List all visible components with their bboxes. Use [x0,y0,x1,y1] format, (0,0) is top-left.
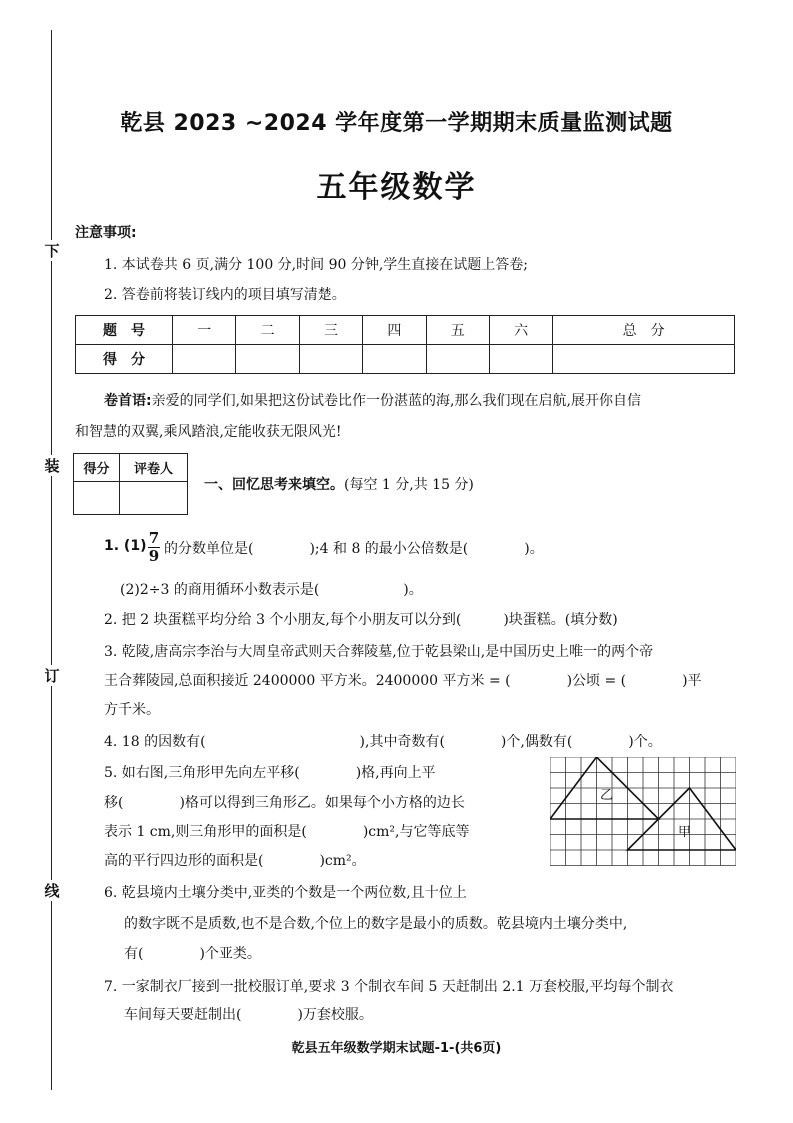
section-1-heading [204,474,474,494]
q7-line-2: 车间每天要赶制出( )万套校服。 [124,1007,373,1023]
grader-name-label: 评卷人 [119,454,187,482]
q5-line-4: 高的平行四边形的面积是( )cm²。 [104,853,366,869]
grader-score-label: 得分 [74,454,120,482]
section-1-points: (每空 1 分,共 15 分) [344,477,474,493]
score-cell[interactable] [553,345,735,374]
notice-item-2: 2. 答卷前将装订线内的项目填写清楚。 [104,287,346,303]
score-table-col: 一 [173,316,236,345]
q1a-text: 的分数单位是( );4 和 8 的最小公倍数是( )。 [164,541,544,557]
translation-grid-figure [550,757,736,869]
score-table-col: 四 [363,316,426,345]
score-table-col: 二 [236,316,299,345]
score-cell[interactable] [173,345,236,374]
score-table-col: 六 [489,316,552,345]
notice-item-1: 1. 本试卷共 6 页,满分 100 分,时间 90 分钟,学生直接在试题上答卷; [104,257,529,273]
q3-line-2: 王合葬陵园,总面积接近 2400000 平方米。2400000 平方米 = ( )公顷 = ( )平 [104,673,702,689]
q6-line-2: 的数字既不是质数,也不是合数,个位上的数字是最小的质数。乾县境内土壤分类中, [124,916,628,932]
q3-line-1: 3. 乾陵,唐高宗李治与大周皇帝武则天合葬陵墓,位于乾县梁山,是中国历史上唯一的两个帝 [104,644,654,660]
binding-mark-ding: 订 [40,665,64,686]
grader-name-cell[interactable] [119,482,187,515]
triangle-yi-label: 乙 [600,788,614,803]
grader-score-cell[interactable] [74,482,120,515]
binding-mark-xian: 线 [40,880,64,901]
score-cell[interactable] [426,345,489,374]
binding-mark-zhuang: 装 [40,455,64,476]
q1a-prefix: 1. (1) [104,538,147,554]
score-table-col: 总 分 [553,316,735,345]
grader-box [73,453,188,515]
notice-heading: 注意事项: [75,225,137,241]
preface-line-1 [104,390,641,410]
q1a-fraction-numerator: 7 [148,529,160,547]
q4-text: 4. 18 的因数有( ),其中奇数有( )个,偶数有( )个。 [104,734,662,750]
score-cell[interactable] [363,345,426,374]
section-1-title: 一、回忆思考来填空。 [204,477,344,493]
score-table [75,315,735,374]
q5-line-1: 5. 如右图,三角形甲先向左平移( )格,再向上平 [104,765,436,781]
q1a-fraction-denominator: 9 [148,547,160,565]
q1b-text: (2)2÷3 的商用循环小数表示是( )。 [120,582,423,598]
binding-mark-xia: 下 [40,240,64,261]
score-table-col: 三 [299,316,362,345]
score-cell[interactable] [236,345,299,374]
score-cell[interactable] [489,345,552,374]
exam-title: 乾县 2023 ~2024 学年度第一学期期末质量监测试题 [120,111,673,136]
score-table-col: 五 [426,316,489,345]
q6-line-3: 有( )个亚类。 [124,946,261,962]
score-row-label: 得 分 [76,345,173,374]
score-table-header: 题 号 [76,316,173,345]
page-footer: 乾县五年级数学期末试题-1-(共6页) [291,1041,502,1056]
q1a-fraction [148,531,160,564]
triangle-jia-label: 甲 [678,825,692,840]
preface-line-2: 和智慧的双翼,乘风踏浪,定能收获无限风光! [75,424,342,440]
q7-line-1: 7. 一家制衣厂接到一批校服订单,要求 3 个制衣车间 5 天赶制出 2.1 万套校服,平均每个制衣 [104,979,674,995]
preface-text-1: 亲爱的同学们,如果把这份试卷比作一份湛蓝的海,那么我们现在启航,展开你自信 [151,393,641,409]
q3-line-3: 方千米。 [104,702,160,718]
q6-line-1: 6. 乾县境内土壤分类中,亚类的个数是一个两位数,且十位上 [104,885,467,901]
preface-label: 卷首语: [104,393,152,409]
q5-line-2: 移( )格可以得到三角形乙。如果每个小方格的边长 [104,795,465,811]
q2-text: 2. 把 2 块蛋糕平均分给 3 个小朋友,每个小朋友可以分到( )块蛋糕。(填分数) [104,612,618,628]
score-cell[interactable] [299,345,362,374]
exam-subject: 五年级数学 [316,170,477,205]
q5-line-3: 表示 1 cm,则三角形甲的面积是( )cm²,与它等底等 [104,824,470,840]
